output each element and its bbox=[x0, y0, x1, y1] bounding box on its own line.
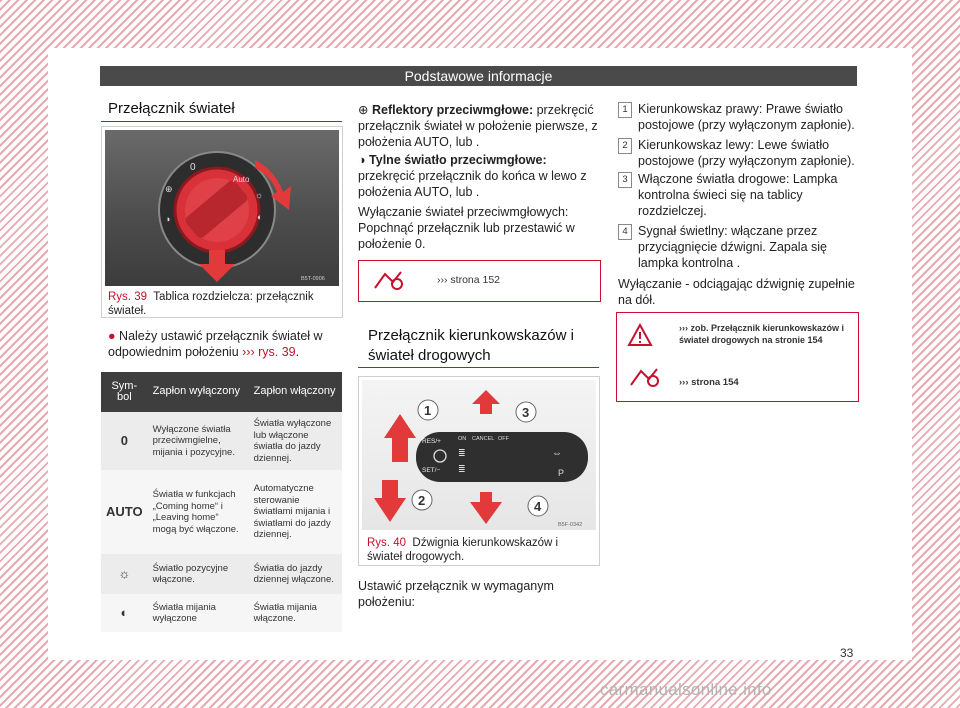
fog-lights-paragraph bbox=[358, 102, 600, 150]
arrow-up-3 bbox=[472, 390, 500, 414]
reference-box bbox=[358, 260, 601, 302]
symbol-cell bbox=[101, 594, 148, 632]
cell-off: Wyłączone światła przeciwmgielne, mijania i pozycyjne. bbox=[148, 412, 249, 470]
figure-code: B5T-0906 bbox=[301, 276, 325, 282]
figure-link[interactable]: ››› rys. 39 bbox=[242, 345, 296, 359]
warning-box bbox=[616, 312, 859, 402]
symbol-cell bbox=[101, 554, 148, 594]
fog-light-icon: ⊕ bbox=[165, 184, 173, 194]
turn-lever-photo bbox=[362, 380, 596, 530]
page-number: 33 bbox=[840, 646, 854, 660]
watermark: carmanualsonline.info bbox=[600, 680, 772, 699]
turn-lever-illustration bbox=[362, 380, 596, 530]
cell-off: Światło pozycyjne włączone. bbox=[148, 554, 249, 594]
caption-number: Rys. 40 bbox=[367, 537, 406, 549]
cancel-label: CANCEL bbox=[472, 436, 495, 442]
light-switch-illustration bbox=[105, 130, 339, 286]
cell-off: Światła mijania wyłączone bbox=[148, 594, 249, 632]
rear-fog-label: Tylne światło przeciwmgłowe: bbox=[369, 153, 547, 167]
item-number: 1 bbox=[618, 102, 632, 118]
position-light-icon: ☼ bbox=[255, 190, 264, 200]
figure-turn-lever bbox=[358, 376, 600, 566]
turn-signal-icon: ⇔ bbox=[552, 448, 562, 459]
res-label: RES/+ bbox=[422, 438, 441, 445]
section-rule bbox=[101, 121, 342, 122]
caption-text: Tablica rozdzielcza: przełącznik świateł. bbox=[108, 291, 314, 317]
cell-on: Automatyczne sterowanie światłami mijania i światłami do jazdy dziennej. bbox=[249, 470, 342, 554]
table-row bbox=[101, 412, 342, 470]
item-number: 4 bbox=[618, 224, 632, 240]
on-label: ON bbox=[458, 436, 467, 442]
rear-fog-text: przekręcić przełącznik do końca w lewo z położenia AUTO, lub . bbox=[358, 169, 587, 199]
table-row bbox=[101, 554, 342, 594]
low-beam-icon: ◐ bbox=[257, 212, 263, 222]
position-light-icon: ☼ bbox=[118, 566, 131, 582]
table-row bbox=[101, 470, 342, 554]
flash-icon: ≣ bbox=[458, 464, 466, 474]
callout-2: 2 bbox=[418, 493, 426, 508]
off-paragraph: Wyłączanie - odciągając dźwignię zupełnie na dół. bbox=[618, 277, 855, 307]
reference-link[interactable]: ››› strona 154 bbox=[679, 377, 739, 388]
symbol-table bbox=[101, 372, 342, 632]
symbol-cell: AUTO bbox=[101, 470, 148, 554]
item-number: 2 bbox=[618, 138, 632, 154]
reference-link[interactable]: ››› strona 152 bbox=[437, 274, 501, 286]
rear-fog-icon: ◑ bbox=[165, 214, 171, 224]
figure-caption bbox=[108, 290, 336, 318]
off-label: OFF bbox=[498, 436, 509, 442]
table-header-off: Zapłon wyłączony bbox=[148, 372, 249, 412]
manual-ref-icon bbox=[627, 365, 663, 391]
fog-lights-text: przekręcić przełącznik świateł w położenie pierwsze, z położenia AUTO, lub . bbox=[358, 103, 598, 149]
warning-triangle-icon bbox=[627, 323, 653, 347]
caption-number: Rys. 39 bbox=[108, 291, 147, 303]
callout-3: 3 bbox=[522, 405, 530, 420]
section-rule bbox=[358, 367, 599, 368]
light-switch-photo bbox=[105, 130, 339, 286]
figure-code: B5F-0342 bbox=[558, 522, 583, 528]
fog-lights-label: Reflektory przeciwmgłowe: bbox=[371, 103, 534, 117]
symbol-cell: 0 bbox=[101, 412, 148, 470]
table-row bbox=[101, 594, 342, 632]
list-item: Kierunkowskaz lewy: Lewe światło postojowe (przy wyłączonym zapłonie). bbox=[638, 138, 855, 168]
callout-1: 1 bbox=[424, 403, 432, 418]
high-beam-icon: ≣ bbox=[458, 448, 466, 458]
item-number: 3 bbox=[618, 172, 632, 188]
arrow-up-1 bbox=[384, 414, 416, 462]
set-label: SET/− bbox=[422, 467, 441, 474]
table-header-symbol: Symbol bbox=[101, 372, 148, 412]
callout-4: 4 bbox=[534, 499, 542, 514]
cell-on: Światła mijania włączone. bbox=[249, 594, 342, 632]
caption-text: Dźwignia kierunkowskazów i świateł drogowych. bbox=[367, 537, 559, 563]
manual-ref-icon bbox=[371, 268, 407, 294]
cell-on: Światła do jazdy dziennej włączone. bbox=[249, 554, 342, 594]
section-title-turn-signal: Przełącznik kierunkowskazów i świateł drogowych bbox=[368, 327, 574, 364]
bullet: ● bbox=[108, 329, 116, 343]
parking-light-icon: P bbox=[558, 468, 565, 478]
table-header-on: Zapłon włączony bbox=[249, 372, 342, 412]
switch-label-0: 0 bbox=[190, 162, 196, 173]
list-item: Włączone światła drogowe: Lampka kontrolna świeci się na tablicy rozdzielczej. bbox=[638, 172, 838, 218]
warning-link[interactable]: ››› zob. Przełącznik kierunkowskazów i świateł drogowych na stronie 154 bbox=[679, 323, 845, 345]
list-item: Kierunkowskaz prawy: Prawe światło postojowe (przy wyłączonym zapłonie). bbox=[638, 102, 855, 132]
arrow-down-4 bbox=[470, 492, 502, 524]
instruction-text: Należy ustawić przełącznik świateł w odpowiednim położeniu bbox=[108, 329, 323, 359]
set-switch-paragraph: Ustawić przełącznik w wymaganym położeniu: bbox=[358, 579, 554, 609]
arrow-down-2 bbox=[374, 480, 406, 522]
cell-off: Światła w funkcjach „Coming home“ i „Leaving home“ mogą być włączone. bbox=[148, 470, 249, 554]
fog-off-paragraph: Wyłączanie świateł przeciwmgłowych: Popchnąć przełącznik lub przestawić w położenie 0. bbox=[358, 205, 575, 251]
low-beam-icon: ◐ bbox=[120, 605, 129, 621]
fog-light-icon: ⊕ bbox=[358, 103, 369, 117]
rear-fog-icon: ◑ bbox=[358, 153, 366, 167]
section-title-light-switch: Przełącznik świateł bbox=[108, 100, 235, 117]
chapter-header: Podstawowe informacje bbox=[100, 66, 857, 86]
rear-fog-paragraph bbox=[358, 152, 600, 200]
figure-light-switch bbox=[101, 126, 343, 318]
list-item: Sygnał świetlny: włączane przez przyciągnięcie dźwigni. Zapala się lampka kontrolna . bbox=[638, 224, 827, 270]
figure-caption bbox=[367, 536, 593, 564]
instruction-end: . bbox=[295, 345, 300, 359]
switch-label-auto: Auto bbox=[233, 175, 250, 184]
cell-on: Światła wyłączone lub włączone światła do jazdy dziennej. bbox=[249, 412, 342, 470]
instruction-paragraph bbox=[108, 328, 344, 360]
